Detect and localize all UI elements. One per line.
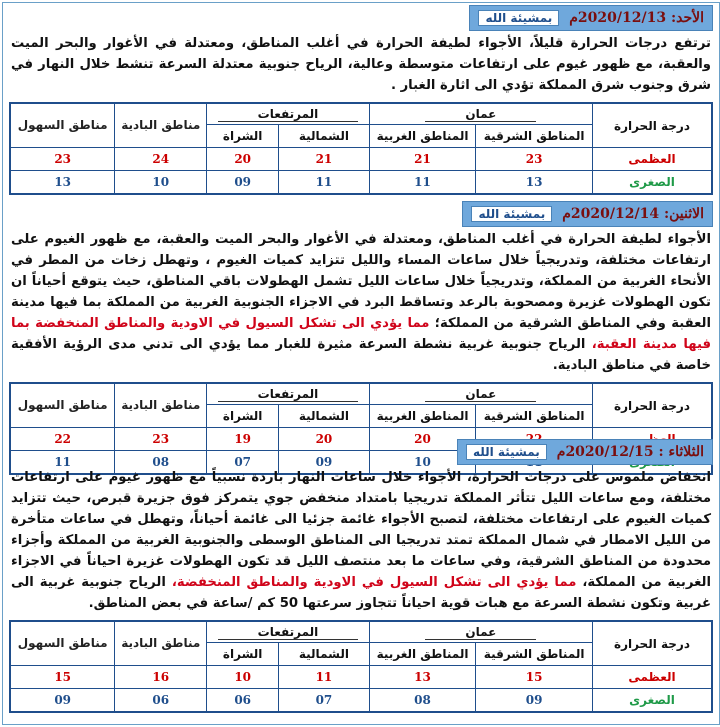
max-value: 11 [279,666,370,689]
min-value: 09 [279,451,370,475]
blessing-label: بمشيئة الله [478,10,559,26]
day-forecast-1 [3,3,719,199]
north-heights-header: الشمالية [279,405,370,428]
blessing-label: بمشيئة الله [471,206,552,222]
max-value: 13 [369,666,476,689]
forecast-text [11,33,711,96]
badia-header: مناطق البادية [115,103,207,148]
temp-header: درجة الحرارة [593,103,713,148]
max-value: 10 [207,666,279,689]
temp-header: درجة الحرارة [593,621,713,666]
min-value: 09 [476,689,593,713]
max-value: 19 [207,428,279,451]
min-value: 10 [115,171,207,195]
max-value: 16 [115,666,207,689]
temperature-table [9,620,713,713]
forecast-date: الأحد: 2020/12/13م [569,10,704,26]
min-value: 07 [279,689,370,713]
amman-east-header: المناطق الشرقية [476,643,593,666]
flood-warning: مما يؤدي الى تشكل السيول في الاودية والمناطق المنخفضة بما فيها مدينة العقبة، [11,316,711,352]
max-value: 24 [115,148,207,171]
amman-east-header: المناطق الشرقية [476,405,593,428]
date-badge [462,201,713,227]
min-value: 08 [369,689,476,713]
north-heights-header: الشمالية [279,125,370,148]
badia-header: مناطق البادية [115,383,207,428]
min-row [10,689,712,713]
max-row [10,666,712,689]
temperature-table [9,102,713,195]
min-value: 11 [279,171,370,195]
forecast-date: الثلاثاء : 2020/12/15م [556,444,704,460]
max-label: العظمى [593,666,713,689]
min-value: 13 [10,171,115,195]
north-heights-header: الشمالية [279,643,370,666]
amman-west-header: المناطق الغربية [369,643,476,666]
max-value: 21 [279,148,370,171]
min-value: 11 [369,171,476,195]
amman-east-header: المناطق الشرقية [476,125,593,148]
max-value: 23 [476,148,593,171]
forecast-text [11,467,711,614]
min-value: 09 [207,171,279,195]
max-value: 22 [10,428,115,451]
plains-header: مناطق السهول [10,103,115,148]
min-value: 07 [207,451,279,475]
amman-group-header: عمان [369,383,592,405]
max-value: 20 [279,428,370,451]
forecast-text-part: الأجواء لطيفة الحرارة في أغلب المناطق، ومعتدلة في الأغوار والبحر الميت والعقبة، مع ظهور الغيوم على ارتفاعات مختلفة، وتدريجياً خلال ساعات المساء والليل تتزايد كميات الغيوم ، وتهطل زخات من المطر في الأنحاء الغربية من المملكة، وتدريجياً خلال ساعات الليل تشمل الهطولات باقي المناطق، حيث يتوقع أحياناً ان تكون الهطولات غزيرة ومصحوبة بالرعد وتساقط البرد في الاجزاء الجنوبية الغربية من المملكة بما فيها مدينة العقبة وفي المناطق الشرقية من المملكة؛ [11,232,711,331]
max-value: 15 [476,666,593,689]
heights-group-header: المرتفعات [207,103,369,125]
min-value: 08 [115,451,207,475]
min-row [10,171,712,195]
plains-header: مناطق السهول [10,383,115,428]
sharah-header: الشراة [207,405,279,428]
amman-group-header: عمان [369,621,592,643]
min-value: 09 [10,689,115,713]
forecast-page [2,2,720,725]
min-label: الصغرى [593,171,713,195]
min-value: 11 [10,451,115,475]
min-value: 13 [476,171,593,195]
min-label: الصغرى [593,689,713,713]
forecast-text [11,229,711,376]
forecast-text-part: الرياح جنوبية غربية نشطة السرعة مثيرة للغبار مما يؤدي الى تدني مدى الرؤية الأفقية خاصة في مناطق البادية. [11,337,711,373]
date-badge [469,5,713,31]
forecast-text-part: انخفاض ملموس على درجات الحرارة، الأجواء خلال ساعات النهار باردة نسبياً مع ظهور غيوم على ارتفاعات مختلفة، ومع ساعات الليل تتأثر المملكة تدريجيا بامتداد منخفض جوي يتمركز فوق جزيرة قبرص، حيث تتزايد كميات الغيوم على ارتفاعات مختلفة، لتصبح الأجواء غائمة جزئيا الى غائمة أحياناً، وتهطل في ساعات متأخرة من الليل الامطار في شمال المملكة تمتد تدريجيا الى المناطق الوسطى والجنوبية الغربية من المملكة وأجزاء محدودة من المناطق الشرقية، وفي ساعات ما بعد منتصف الليل قد تكون الهطولات غزيرة احياناً في الاجزاء الغربية من المملكة، [11,470,711,590]
sharah-header: الشراة [207,643,279,666]
date-badge [457,439,713,465]
blessing-label: بمشيئة الله [466,444,547,460]
max-value: 20 [207,148,279,171]
temp-header: درجة الحرارة [593,383,713,428]
min-value: 06 [207,689,279,713]
forecast-text-part: ترتفع درجات الحرارة قليلاً، الأجواء لطيفة الحرارة في أغلب المناطق، ومعتدلة في الأغوار والبحر الميت والعقبة، مع ظهور غيوم على ارتفاعات متوسطة وعالية، الرياح جنوبية معتدلة السرعة تنشط خلال النهار في شرق وجنوب شرق المملكة تؤدي الى اثارة الغبار . [11,36,711,93]
max-value: 21 [369,148,476,171]
sharah-header: الشراة [207,125,279,148]
forecast-date: الاثنين: 2020/12/14م [562,206,704,222]
max-row [10,148,712,171]
amman-west-header: المناطق الغربية [369,125,476,148]
max-value: 20 [369,428,476,451]
plains-header: مناطق السهول [10,621,115,666]
forecast-text-part: الرياح جنوبية غربية الى غربية وتكون نشطة السرعة مع هبات قوية احياناً تتجاوز سرعتها 50 كم /ساعة في بعض المناطق. [11,575,711,611]
min-value: 10 [369,451,476,475]
flood-warning: مما يؤدي الى تشكل السيول في الاودية والمناطق المنخفضة، [171,575,577,590]
amman-group-header: عمان [369,103,592,125]
badia-header: مناطق البادية [115,621,207,666]
max-label: العظمى [593,148,713,171]
max-value: 23 [115,428,207,451]
max-value: 15 [10,666,115,689]
amman-west-header: المناطق الغربية [369,405,476,428]
heights-group-header: المرتفعات [207,383,369,405]
max-value: 23 [10,148,115,171]
min-value: 06 [115,689,207,713]
day-forecast-3 [3,437,719,724]
heights-group-header: المرتفعات [207,621,369,643]
